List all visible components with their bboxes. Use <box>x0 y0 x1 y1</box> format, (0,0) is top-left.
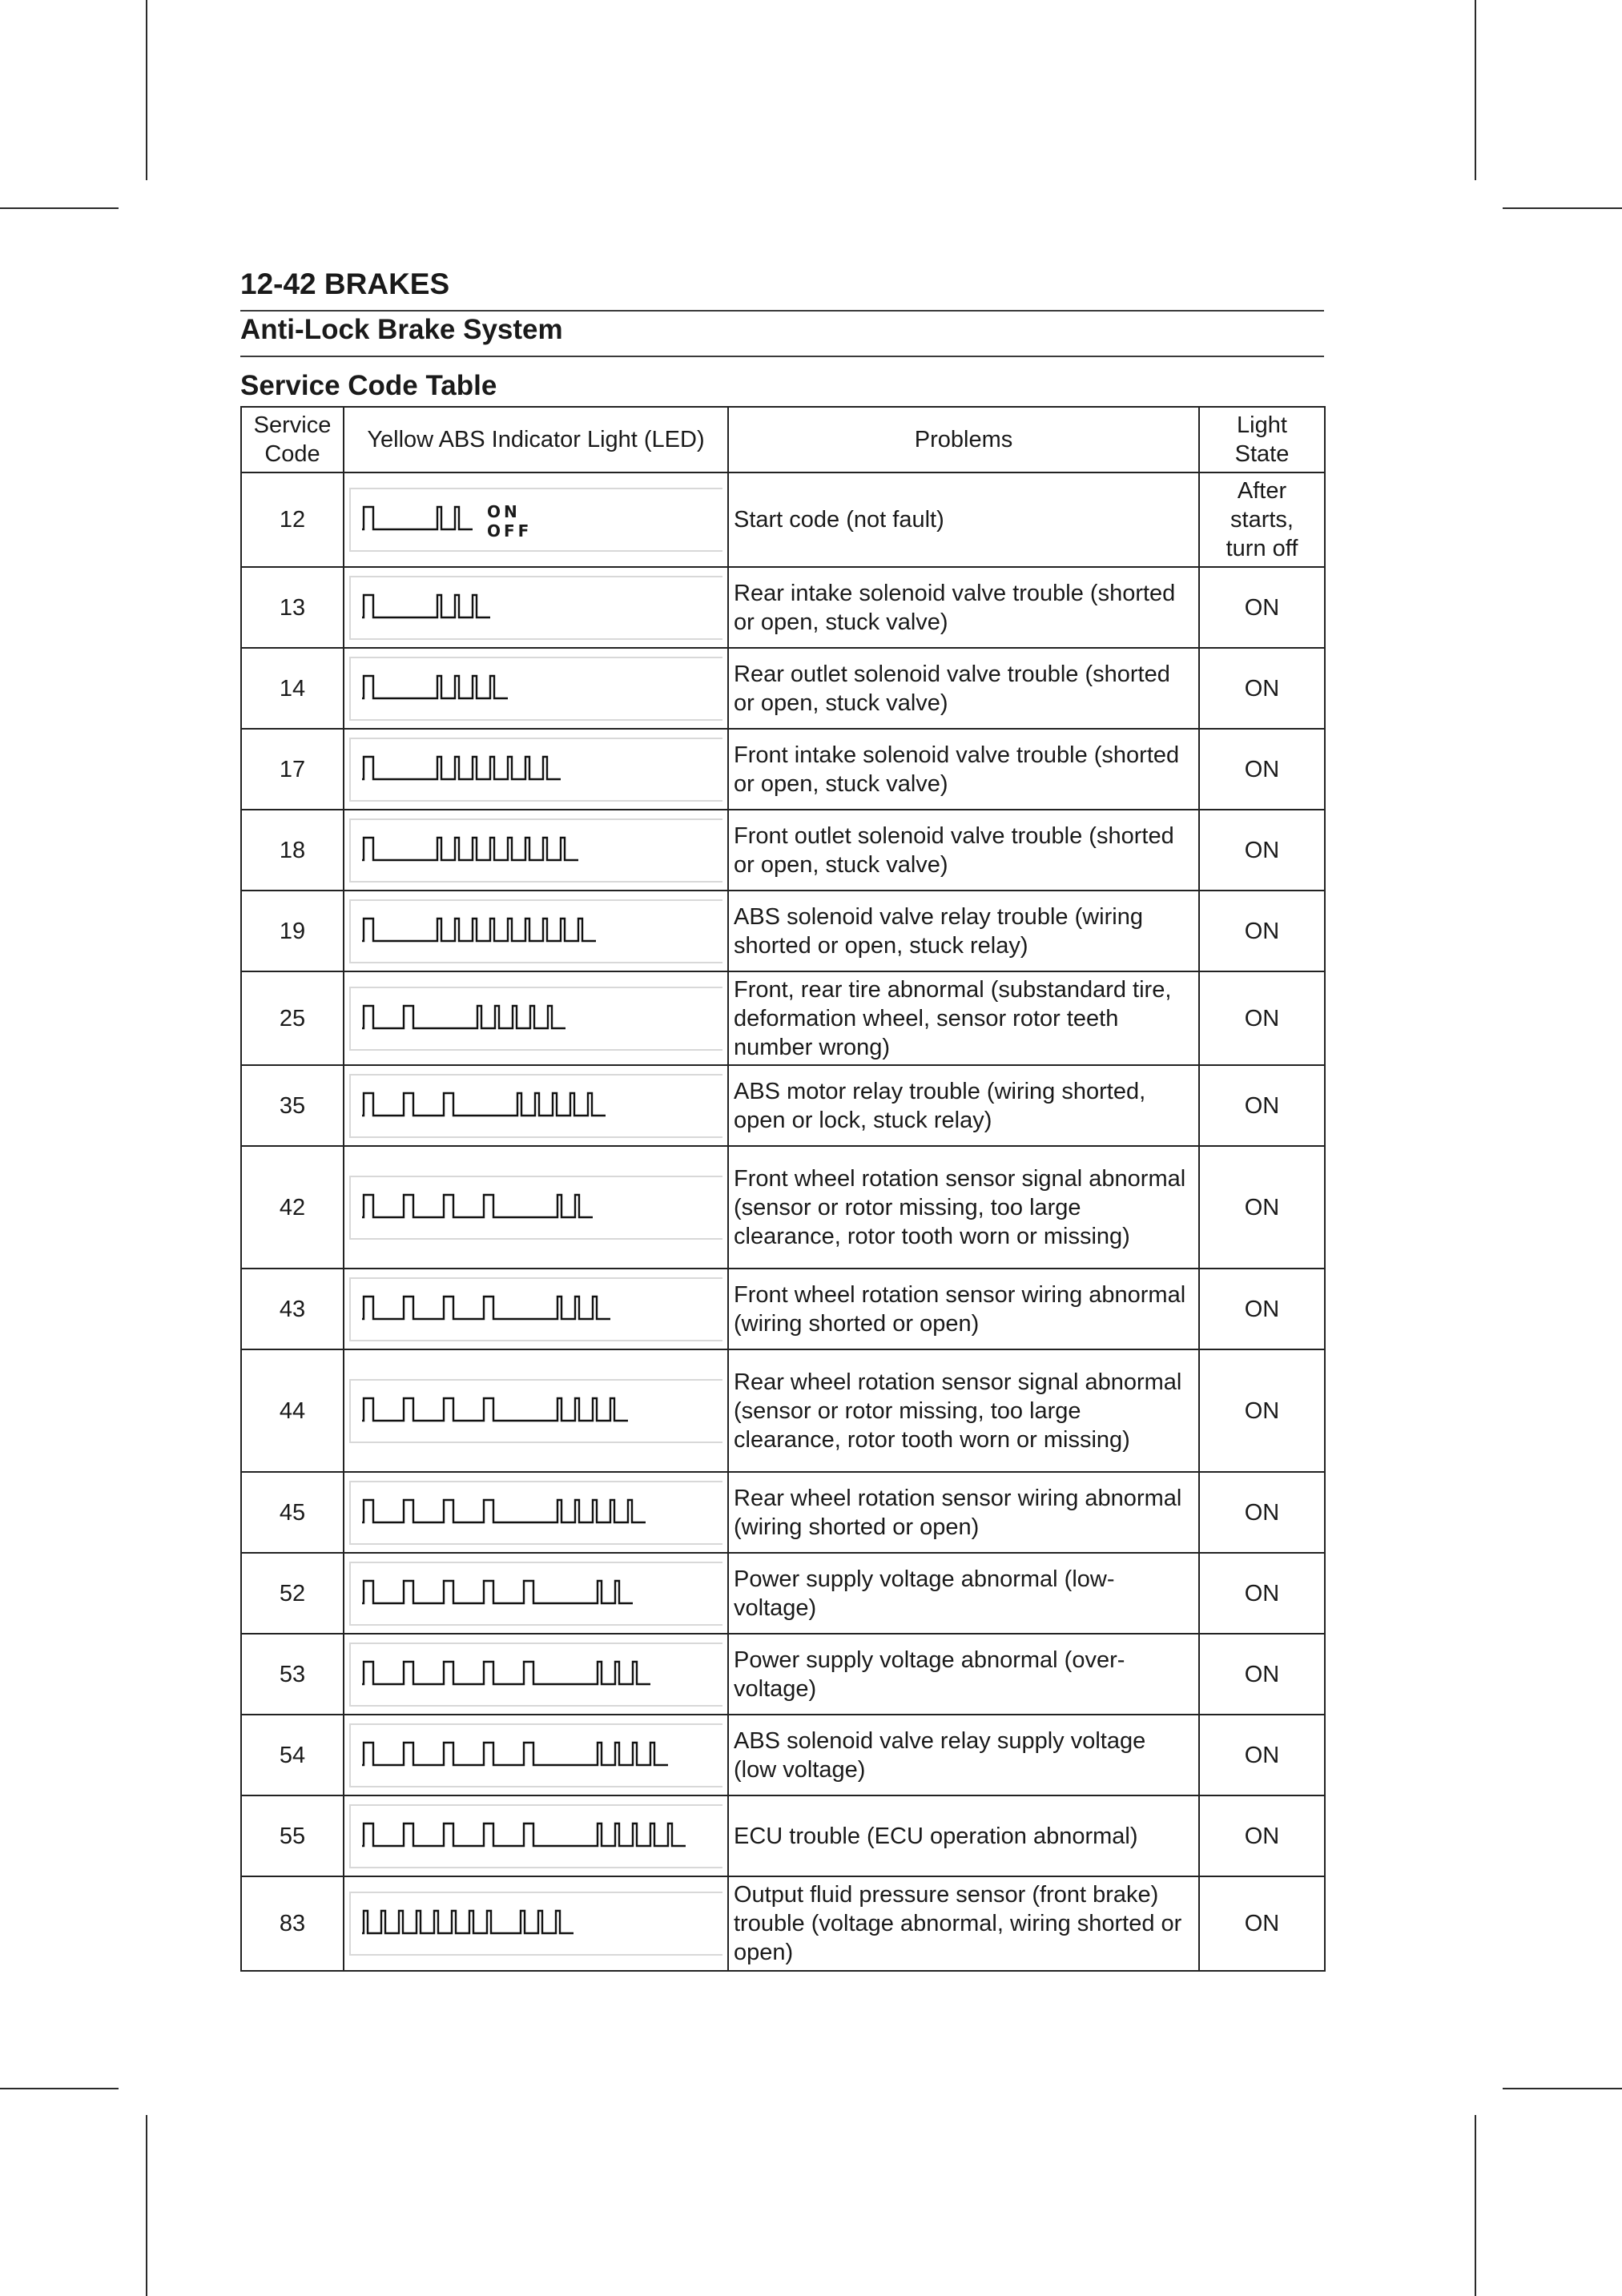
table-row <box>241 1876 1325 1971</box>
service-code-cell: 42 <box>241 1146 344 1269</box>
problem-cell: Front intake solenoid valve trouble (shorted or open, stuck valve) <box>728 729 1199 810</box>
service-code-cell: 17 <box>241 729 344 810</box>
table-row <box>241 971 1325 1065</box>
light-state-line: After <box>1237 478 1287 504</box>
header-rule <box>240 310 1324 312</box>
problem-cell: Front, rear tire abnormal (substandard tire, deformation wheel, sensor rotor teeth number wrong) <box>728 971 1199 1065</box>
table-row <box>241 1472 1325 1553</box>
service-code-cell: 25 <box>241 971 344 1065</box>
led-pattern-box <box>349 1379 722 1443</box>
table-row <box>241 1553 1325 1634</box>
led-pattern-cell <box>344 810 728 891</box>
crop-mark <box>0 2088 119 2089</box>
column-header-line: Service <box>253 412 332 438</box>
section-rule <box>240 356 1324 357</box>
light-state-cell: ON <box>1199 1269 1325 1349</box>
led-blink-waveform <box>362 1004 569 1031</box>
led-pattern-cell <box>344 891 728 971</box>
waveform-path <box>362 1743 668 1765</box>
light-state-cell: ON <box>1199 1349 1325 1472</box>
table-row <box>241 1146 1325 1269</box>
column-header-line: Code <box>264 441 320 467</box>
led-blink-waveform <box>362 1741 671 1768</box>
waveform-path <box>362 507 473 529</box>
led-pattern-cell <box>344 1146 728 1269</box>
service-code-cell: 54 <box>241 1715 344 1795</box>
service-code-cell: 45 <box>241 1472 344 1553</box>
crop-mark <box>1475 0 1476 180</box>
led-blink-waveform <box>362 1092 609 1119</box>
led-blink-waveform <box>362 1822 689 1849</box>
table-row <box>241 567 1325 648</box>
led-pattern-box <box>349 1074 722 1138</box>
column-header-line: State <box>1234 441 1290 467</box>
led-pattern-box <box>349 1643 722 1707</box>
crop-mark <box>1503 207 1622 209</box>
led-blink-waveform <box>362 1397 631 1424</box>
led-pattern-box <box>349 1723 722 1787</box>
table-row <box>241 1715 1325 1795</box>
led-pattern-box <box>349 1176 722 1240</box>
led-pattern-box <box>349 1562 722 1626</box>
service-code-cell: 12 <box>241 472 344 567</box>
problem-cell: Power supply voltage abnormal (low-voltage) <box>728 1553 1199 1634</box>
waveform-path <box>362 1297 610 1319</box>
light-state-cell: ON <box>1199 1634 1325 1715</box>
led-pattern-cell <box>344 1634 728 1715</box>
table-row <box>241 1349 1325 1472</box>
light-state-cell: ON <box>1199 1146 1325 1269</box>
table-row <box>241 472 1325 567</box>
light-state-cell: ON <box>1199 1065 1325 1146</box>
service-code-cell: 53 <box>241 1634 344 1715</box>
on-off-legend <box>487 502 532 541</box>
column-header-problems: Problems <box>728 407 1199 472</box>
light-state-cell: ON <box>1199 971 1325 1065</box>
service-code-cell: 44 <box>241 1349 344 1472</box>
led-pattern-box <box>349 1481 722 1545</box>
waveform-path <box>362 1500 646 1522</box>
crop-mark <box>146 0 147 180</box>
table-row <box>241 729 1325 810</box>
led-pattern-box <box>349 1892 722 1956</box>
led-blink-waveform <box>362 755 564 782</box>
light-state-cell <box>1199 472 1325 567</box>
led-pattern-cell <box>344 648 728 729</box>
led-pattern-cell <box>344 729 728 810</box>
waveform-path <box>362 1662 650 1684</box>
service-code-cell: 35 <box>241 1065 344 1146</box>
column-header-line: Light <box>1237 412 1287 438</box>
table-row <box>241 810 1325 891</box>
crop-mark <box>0 207 119 209</box>
led-pattern-box <box>349 1277 722 1341</box>
light-state-cell: ON <box>1199 891 1325 971</box>
table-row <box>241 648 1325 729</box>
led-pattern-cell <box>344 567 728 648</box>
led-pattern-box <box>349 818 722 883</box>
led-blink-waveform <box>362 1193 596 1220</box>
problem-cell: Output fluid pressure sensor (front brake) trouble (voltage abnormal, wiring shorted or open) <box>728 1876 1199 1971</box>
led-pattern-cell <box>344 1876 728 1971</box>
light-state-cell: ON <box>1199 1715 1325 1795</box>
waveform-path <box>362 757 561 779</box>
led-pattern-box <box>349 488 722 552</box>
waveform-path <box>362 1911 574 1933</box>
problem-cell: Rear wheel rotation sensor signal abnormal (sensor or rotor missing, too large clearance, rotor tooth worn or missing) <box>728 1349 1199 1472</box>
led-blink-waveform <box>362 1909 577 1936</box>
problem-cell: ECU trouble (ECU operation abnormal) <box>728 1795 1199 1876</box>
problem-cell: Rear intake solenoid valve trouble (shorted or open, stuck valve) <box>728 567 1199 648</box>
light-state-cell: ON <box>1199 1553 1325 1634</box>
service-code-cell: 18 <box>241 810 344 891</box>
light-state-cell: ON <box>1199 648 1325 729</box>
service-code-table <box>240 406 1326 1972</box>
problem-cell: ABS solenoid valve relay trouble (wiring shorted or open, stuck relay) <box>728 891 1199 971</box>
service-code-cell: 13 <box>241 567 344 648</box>
light-state-line: turn off <box>1226 536 1298 561</box>
table-row <box>241 1634 1325 1715</box>
led-blink-waveform <box>362 1498 649 1526</box>
light-state-cell: ON <box>1199 729 1325 810</box>
service-code-cell: 14 <box>241 648 344 729</box>
light-state-cell: ON <box>1199 1876 1325 1971</box>
problem-cell: Power supply voltage abnormal (over-voltage) <box>728 1634 1199 1715</box>
crop-mark <box>146 2115 147 2296</box>
waveform-path <box>362 1824 686 1846</box>
service-code-cell: 52 <box>241 1553 344 1634</box>
problem-cell: ABS motor relay trouble (wiring shorted, open or lock, stuck relay) <box>728 1065 1199 1146</box>
light-state-cell: ON <box>1199 567 1325 648</box>
led-blink-waveform <box>362 674 511 702</box>
led-blink-waveform <box>362 1295 614 1322</box>
waveform-path <box>362 1195 593 1217</box>
led-pattern-box <box>349 899 722 963</box>
waveform-path <box>362 1006 565 1028</box>
light-state-cell: ON <box>1199 1472 1325 1553</box>
led-pattern-cell <box>344 1349 728 1472</box>
led-pattern-cell <box>344 1065 728 1146</box>
led-pattern-box <box>349 576 722 640</box>
led-pattern-box <box>349 987 722 1051</box>
waveform-path <box>362 1581 633 1603</box>
waveform-path <box>362 1398 628 1421</box>
led-blink-waveform <box>362 505 476 533</box>
led-blink-waveform <box>362 1660 654 1687</box>
section-title: Anti-Lock Brake System <box>240 314 563 345</box>
crop-mark <box>1503 2088 1622 2089</box>
problem-cell: Start code (not fault) <box>728 472 1199 567</box>
led-pattern-cell <box>344 1472 728 1553</box>
page-title: 12-42 BRAKES <box>240 267 450 300</box>
waveform-path <box>362 919 596 941</box>
led-pattern-cell <box>344 971 728 1065</box>
waveform-path <box>362 1093 606 1116</box>
legend-off: OFF <box>487 521 533 541</box>
light-state-line: starts, <box>1230 507 1294 533</box>
waveform-path <box>362 595 490 617</box>
led-pattern-cell <box>344 1553 728 1634</box>
led-pattern-box <box>349 738 722 802</box>
problem-cell: Rear wheel rotation sensor wiring abnormal (wiring shorted or open) <box>728 1472 1199 1553</box>
legend-on: ON <box>487 502 521 521</box>
table-header-row <box>241 407 1325 472</box>
crop-mark <box>1475 2115 1476 2296</box>
column-header-service-code <box>241 407 344 472</box>
led-pattern-cell <box>344 1269 728 1349</box>
service-code-cell: 83 <box>241 1876 344 1971</box>
led-blink-waveform <box>362 836 582 863</box>
service-code-cell: 19 <box>241 891 344 971</box>
table-row <box>241 1065 1325 1146</box>
led-pattern-cell <box>344 1715 728 1795</box>
problem-cell: Rear outlet solenoid valve trouble (shorted or open, stuck valve) <box>728 648 1199 729</box>
problem-cell: Front outlet solenoid valve trouble (shorted or open, stuck valve) <box>728 810 1199 891</box>
table-row <box>241 1795 1325 1876</box>
column-header-led: Yellow ABS Indicator Light (LED) <box>344 407 728 472</box>
led-blink-waveform <box>362 593 493 621</box>
table-title: Service Code Table <box>240 370 497 401</box>
problem-cell: ABS solenoid valve relay supply voltage (low voltage) <box>728 1715 1199 1795</box>
led-pattern-cell <box>344 472 728 567</box>
light-state-cell: ON <box>1199 1795 1325 1876</box>
table-row <box>241 891 1325 971</box>
led-blink-waveform <box>362 917 599 944</box>
table-row <box>241 1269 1325 1349</box>
column-header-light-state <box>1199 407 1325 472</box>
service-code-cell: 43 <box>241 1269 344 1349</box>
waveform-path <box>362 838 578 860</box>
led-pattern-cell <box>344 1795 728 1876</box>
service-code-cell: 55 <box>241 1795 344 1876</box>
problem-cell: Front wheel rotation sensor wiring abnormal (wiring shorted or open) <box>728 1269 1199 1349</box>
light-state-cell: ON <box>1199 810 1325 891</box>
led-blink-waveform <box>362 1579 636 1606</box>
waveform-path <box>362 676 508 698</box>
led-pattern-box <box>349 657 722 721</box>
problem-cell: Front wheel rotation sensor signal abnormal (sensor or rotor missing, too large clearance, rotor tooth worn or missing) <box>728 1146 1199 1269</box>
led-pattern-box <box>349 1804 722 1868</box>
